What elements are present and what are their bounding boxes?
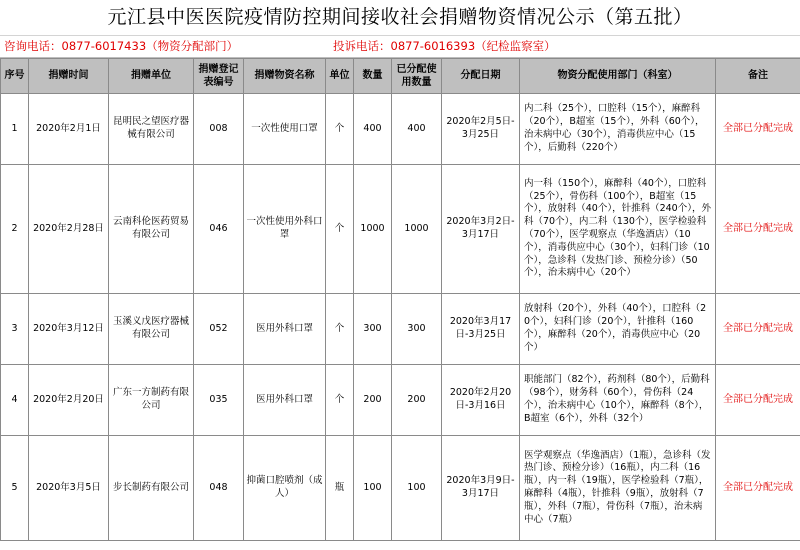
header-no: 序号 [1, 59, 29, 94]
consult-phone: 咨询电话：0877-6017433（物资分配部门） [4, 39, 239, 53]
cell-qty[interactable]: 200 [354, 365, 392, 436]
table-row [1, 436, 800, 541]
cell-alloc-date[interactable]: 2020年2月20日-3月16日 [442, 365, 520, 436]
cell-unit[interactable]: 个 [326, 165, 354, 294]
table-row [1, 365, 800, 436]
header-used: 已分配使用数量 [392, 59, 442, 94]
cell-date[interactable]: 2020年2月28日 [29, 165, 109, 294]
cell-depts[interactable]: 内一科（150个），麻醉科（40个），口腔科（25个），骨伤科（100个），B超室（15个），放射科（40个），针推科（240个），外科（70个），内二科（130个），医学检验科（70个），医学观察点（华逸酒店）（10个），消毒供应中心（30个），妇科门诊（10个），急诊科（发热门诊、预检分诊）（50个），治未病中心（20个） [520, 165, 716, 294]
header-qty: 数量 [354, 59, 392, 94]
cell-date[interactable]: 2020年3月12日 [29, 294, 109, 365]
cell-used[interactable]: 300 [392, 294, 442, 365]
cell-alloc-date[interactable]: 2020年3月17日-3月25日 [442, 294, 520, 365]
cell-note[interactable]: 全部已分配完成 [716, 365, 800, 436]
cell-no[interactable]: 2 [1, 165, 29, 294]
cell-reg[interactable]: 008 [194, 94, 244, 165]
complaint-phone: 投诉电话：0877-6016393（纪检监察室） [333, 39, 556, 53]
cell-donor[interactable]: 玉溪义戊医疗器械有限公司 [109, 294, 194, 365]
table-row [1, 94, 800, 165]
cell-alloc-date[interactable]: 2020年2月5日-3月25日 [442, 94, 520, 165]
cell-note[interactable]: 全部已分配完成 [716, 165, 800, 294]
sheet-title: 元江县中医医院疫情防控期间接收社会捐赠物资情况公示（第五批） [0, 0, 800, 36]
header-date: 捐赠时间 [29, 59, 109, 94]
cell-donor[interactable]: 广东一方制药有限公司 [109, 365, 194, 436]
cell-used[interactable]: 200 [392, 365, 442, 436]
cell-unit[interactable]: 个 [326, 365, 354, 436]
donation-table [0, 58, 800, 541]
header-row [1, 59, 800, 94]
cell-item[interactable]: 医用外科口罩 [244, 365, 326, 436]
cell-date[interactable]: 2020年2月20日 [29, 365, 109, 436]
header-unit: 单位 [326, 59, 354, 94]
cell-alloc-date[interactable]: 2020年3月2日-3月17日 [442, 165, 520, 294]
cell-no[interactable]: 3 [1, 294, 29, 365]
cell-no[interactable]: 4 [1, 365, 29, 436]
header-reg: 捐赠登记表编号 [194, 59, 244, 94]
cell-donor[interactable]: 昆明民之望医疗器械有限公司 [109, 94, 194, 165]
cell-note[interactable]: 全部已分配完成 [716, 436, 800, 541]
cell-no[interactable]: 1 [1, 94, 29, 165]
cell-note[interactable]: 全部已分配完成 [716, 294, 800, 365]
cell-reg[interactable]: 046 [194, 165, 244, 294]
cell-used[interactable]: 400 [392, 94, 442, 165]
cell-item[interactable]: 抑菌口腔喷剂（成人） [244, 436, 326, 541]
header-alloc-date: 分配日期 [442, 59, 520, 94]
cell-note[interactable]: 全部已分配完成 [716, 94, 800, 165]
cell-donor[interactable]: 步长制药有限公司 [109, 436, 194, 541]
table-row [1, 165, 800, 294]
cell-used[interactable]: 1000 [392, 165, 442, 294]
cell-reg[interactable]: 035 [194, 365, 244, 436]
cell-depts[interactable]: 内二科（25个），口腔科（15个），麻醉科（20个），B超室（15个），外科（60个），治未病中心（30个），消毒供应中心（15个），后勤科（220个） [520, 94, 716, 165]
cell-qty[interactable]: 300 [354, 294, 392, 365]
cell-depts[interactable]: 放射科（20个），外科（40个），口腔科（20个），妇科门诊（20个），针推科（160个），麻醉科（20个），消毒供应中心（20个） [520, 294, 716, 365]
cell-depts[interactable]: 职能部门（82个），药剂科（80个），后勤科（98个），财务科（60个），骨伤科（24个），治未病中心（10个），麻醉科（8个），B超室（6个），外科（32个） [520, 365, 716, 436]
cell-no[interactable]: 5 [1, 436, 29, 541]
cell-date[interactable]: 2020年2月1日 [29, 94, 109, 165]
header-depts: 物资分配使用部门（科室） [520, 59, 716, 94]
cell-item[interactable]: 医用外科口罩 [244, 294, 326, 365]
cell-unit[interactable]: 个 [326, 294, 354, 365]
cell-item[interactable]: 一次性使用口罩 [244, 94, 326, 165]
header-item: 捐赠物资名称 [244, 59, 326, 94]
cell-alloc-date[interactable]: 2020年3月9日-3月17日 [442, 436, 520, 541]
cell-donor[interactable]: 云南科伦医药贸易有限公司 [109, 165, 194, 294]
cell-qty[interactable]: 400 [354, 94, 392, 165]
cell-unit[interactable]: 瓶 [326, 436, 354, 541]
cell-reg[interactable]: 048 [194, 436, 244, 541]
cell-used[interactable]: 100 [392, 436, 442, 541]
contact-row [0, 36, 800, 58]
cell-depts[interactable]: 医学观察点（华逸酒店）（1瓶），急诊科（发热门诊、预检分诊）（16瓶），内二科（16瓶），内一科（19瓶），医学检验科（7瓶），麻醉科（4瓶），针推科（9瓶），放射科（7瓶），外科（7瓶），骨伤科（7瓶），治未病中心（7瓶） [520, 436, 716, 541]
header-note: 备注 [716, 59, 800, 94]
cell-unit[interactable]: 个 [326, 94, 354, 165]
cell-date[interactable]: 2020年3月5日 [29, 436, 109, 541]
cell-qty[interactable]: 1000 [354, 165, 392, 294]
header-donor: 捐赠单位 [109, 59, 194, 94]
cell-reg[interactable]: 052 [194, 294, 244, 365]
cell-qty[interactable]: 100 [354, 436, 392, 541]
cell-item[interactable]: 一次性使用外科口罩 [244, 165, 326, 294]
table-row [1, 294, 800, 365]
